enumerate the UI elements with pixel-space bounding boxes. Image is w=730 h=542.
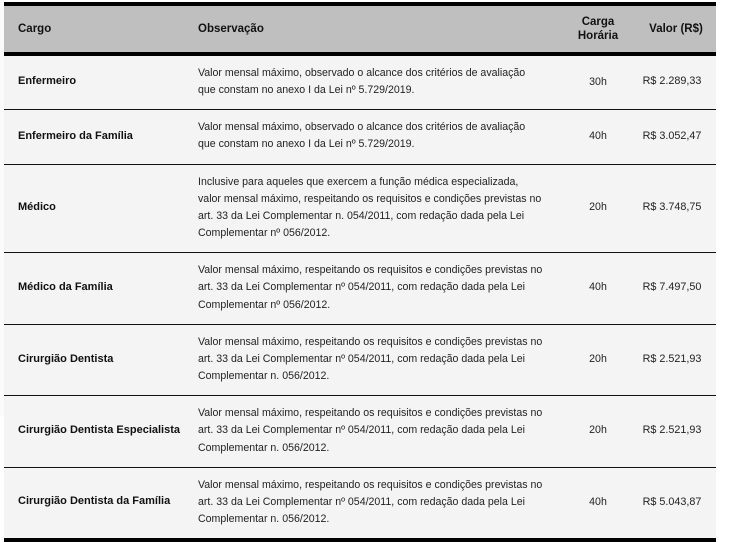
cell-cargo: Cirurgião Dentista Especialista xyxy=(4,396,180,467)
cell-observacao: Valor mensal máximo, observado o alcance dos critérios de avaliação que constam no anexo I da Lei nº 5.729/2019. xyxy=(180,110,560,164)
column-header-carga-horaria xyxy=(560,4,636,54)
cell-valor: R$ 5.043,87 xyxy=(636,467,716,540)
cell-carga-horaria: 40h xyxy=(560,110,636,164)
cell-valor: R$ 7.497,50 xyxy=(636,253,716,324)
cell-cargo: Médico da Família xyxy=(4,253,180,324)
cell-observacao: Valor mensal máximo, respeitando os requisitos e condições previstas no art. 33 da Lei Complementar nº 054/2011, com redação dada pela Lei Complementar nº 056/2012. xyxy=(180,253,560,324)
cell-valor: R$ 2.289,33 xyxy=(636,54,716,110)
table-row xyxy=(4,164,716,253)
cell-valor: R$ 3.748,75 xyxy=(636,164,716,253)
cell-carga-horaria: 20h xyxy=(560,324,636,395)
salary-table-container xyxy=(4,2,716,542)
cell-cargo: Cirurgião Dentista da Família xyxy=(4,467,180,540)
cell-cargo: Médico xyxy=(4,164,180,253)
table-row xyxy=(4,396,716,467)
cell-observacao: Valor mensal máximo, respeitando os requisitos e condições previstas no art. 33 da Lei Complementar nº 054/2011, com redação dada pela Lei Complementar n. 056/2012. xyxy=(180,396,560,467)
cell-carga-horaria: 40h xyxy=(560,253,636,324)
cell-carga-horaria: 20h xyxy=(560,396,636,467)
table-body xyxy=(4,54,716,540)
cell-cargo: Enfermeiro da Família xyxy=(4,110,180,164)
column-header-carga-line1: Carga xyxy=(581,15,615,28)
cell-valor: R$ 3.052,47 xyxy=(636,110,716,164)
cell-cargo: Enfermeiro xyxy=(4,54,180,110)
cell-observacao: Valor mensal máximo, respeitando os requisitos e condições previstas no art. 33 da Lei Complementar nº 054/2011, com redação dada pela Lei Complementar n. 056/2012. xyxy=(180,324,560,395)
table-row xyxy=(4,54,716,110)
column-header-cargo: Cargo xyxy=(4,4,180,54)
table-header-row xyxy=(4,4,716,54)
cell-observacao: Valor mensal máximo, respeitando os requisitos e condições previstas no art. 33 da Lei Complementar nº 054/2011, com redação dada pela Lei Complementar n. 056/2012. xyxy=(180,467,560,540)
cell-carga-horaria: 40h xyxy=(560,467,636,540)
cargo-salary-table xyxy=(4,2,716,542)
table-header xyxy=(4,4,716,54)
table-row xyxy=(4,110,716,164)
table-row xyxy=(4,467,716,540)
cell-observacao: Inclusive para aqueles que exercem a função médica especializada, valor mensal máximo, respeitando os requisitos e condições previstas no art. 33 da Lei Complementar n. 054/2011, com redação dada pela Lei Complementar nº 056/2012. xyxy=(180,164,560,253)
cell-valor: R$ 2.521,93 xyxy=(636,324,716,395)
cell-observacao: Valor mensal máximo, observado o alcance dos critérios de avaliação que constam no anexo I da Lei nº 5.729/2019. xyxy=(180,54,560,110)
column-header-valor: Valor (R$) xyxy=(636,4,716,54)
cell-valor: R$ 2.521,93 xyxy=(636,396,716,467)
page-right-margin xyxy=(716,0,730,416)
cell-carga-horaria: 30h xyxy=(560,54,636,110)
table-row xyxy=(4,324,716,395)
cell-carga-horaria: 20h xyxy=(560,164,636,253)
column-header-carga-line2: Horária xyxy=(577,30,619,42)
column-header-observacao: Observação xyxy=(180,4,560,54)
cell-cargo: Cirurgião Dentista xyxy=(4,324,180,395)
table-row xyxy=(4,253,716,324)
